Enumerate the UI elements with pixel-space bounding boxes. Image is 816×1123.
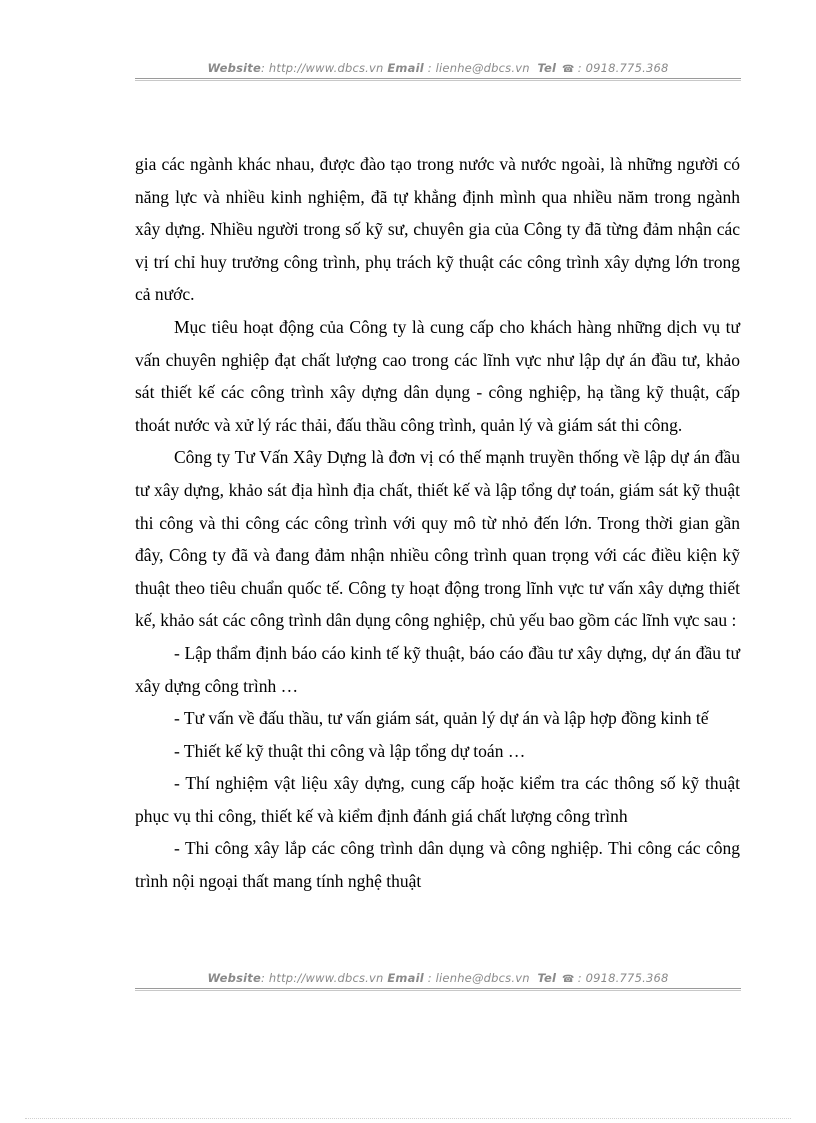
website-label: Website [207, 971, 261, 985]
paragraph-company: Công ty Tư Vấn Xây Dựng là đơn vị có thế mạnh truyền thống về lập dự án đầu tư xây dựng, khảo sát địa hình địa chất, thiết kế và lập tổng dự toán, giám sát kỹ thuật thi công và thi công các công trình với quy mô từ nhỏ đến lớn. Trong thời gian gần đây, Công ty đã và đang đảm nhận nhiều công trình quan trọng với các điều kiện kỹ thuật theo tiêu chuẩn quốc tế. Công ty hoạt động trong lĩnh vực tư vấn xây dựng thiết kế, khảo sát các công trình dân dụng công nghiệp, chủ yếu bao gồm các lĩnh vực sau : [135, 447, 740, 631]
footer-rule-thin [135, 990, 741, 991]
website-url[interactable]: : http://www.dbcs.vn [260, 61, 384, 75]
email-label: Email [387, 61, 424, 75]
list-item-construction: - Thi công xây lắp các công trình dân dụng và công nghiệp. Thi công các công trình nội ngoại thất mang tính nghệ thuật [135, 838, 740, 892]
page-footer [135, 971, 741, 985]
paragraph-staff: gia các ngành khác nhau, được đào tạo trong nước và nước ngoài, là những người có năng lực và nhiều kinh nghiệm, đã tự khẳng định mình qua nhiều năm trong ngành xây dựng. Nhiều người trong số kỹ sư, chuyên gia của Công ty đã từng đảm nhận các vị trí chỉ huy trưởng công trình, phụ trách kỹ thuật các công trình xây dựng lớn trong cả nước. [135, 154, 740, 305]
email-address[interactable]: : lienhe@dbcs.vn [423, 61, 530, 75]
list-item-design: - Thiết kế kỹ thuật thi công và lập tổng dự toán … [174, 740, 526, 761]
tel-number: : 0918.775.368 [577, 971, 669, 985]
header-rule [135, 78, 741, 79]
website-url[interactable]: : http://www.dbcs.vn [260, 971, 384, 985]
footer-rule [135, 988, 741, 989]
website-label: Website [207, 61, 261, 75]
list-item-consulting: - Tư vấn về đấu thầu, tư vấn giám sát, quản lý dự án và lập hợp đồng kinh tế [174, 708, 709, 729]
email-address[interactable]: : lienhe@dbcs.vn [423, 971, 530, 985]
phone-icon: ☎ [562, 974, 575, 985]
list-item-appraisal: - Lập thẩm định báo cáo kinh tế kỹ thuật, báo cáo đầu tư xây dựng, dự án đầu tư xây dựng công trình … [135, 642, 740, 696]
header-rule-thin [135, 80, 741, 81]
email-label: Email [387, 971, 424, 985]
tel-number: : 0918.775.368 [577, 61, 669, 75]
page-header [135, 61, 741, 75]
tel-label: Tel [537, 61, 557, 75]
page-edge-divider [25, 1118, 791, 1119]
list-item-testing: - Thí nghiệm vật liệu xây dựng, cung cấp hoặc kiểm tra các thông số kỹ thuật phục vụ thi công, thiết kế và kiểm định đánh giá chất lượng công trình [135, 773, 740, 826]
tel-label: Tel [537, 971, 557, 985]
document-body [135, 148, 740, 898]
phone-icon: ☎ [562, 64, 575, 75]
paragraph-objectives: Mục tiêu hoạt động của Công ty là cung cấp cho khách hàng những dịch vụ tư vấn chuyên nghiệp đạt chất lượng cao trong các lĩnh vực như lập dự án đầu tư, khảo sát thiết kế các công trình xây dựng dân dụng - công nghiệp, hạ tầng kỹ thuật, cấp thoát nước và xử lý rác thải, đấu thầu công trình, quản lý và giám sát thi công. [135, 316, 740, 435]
